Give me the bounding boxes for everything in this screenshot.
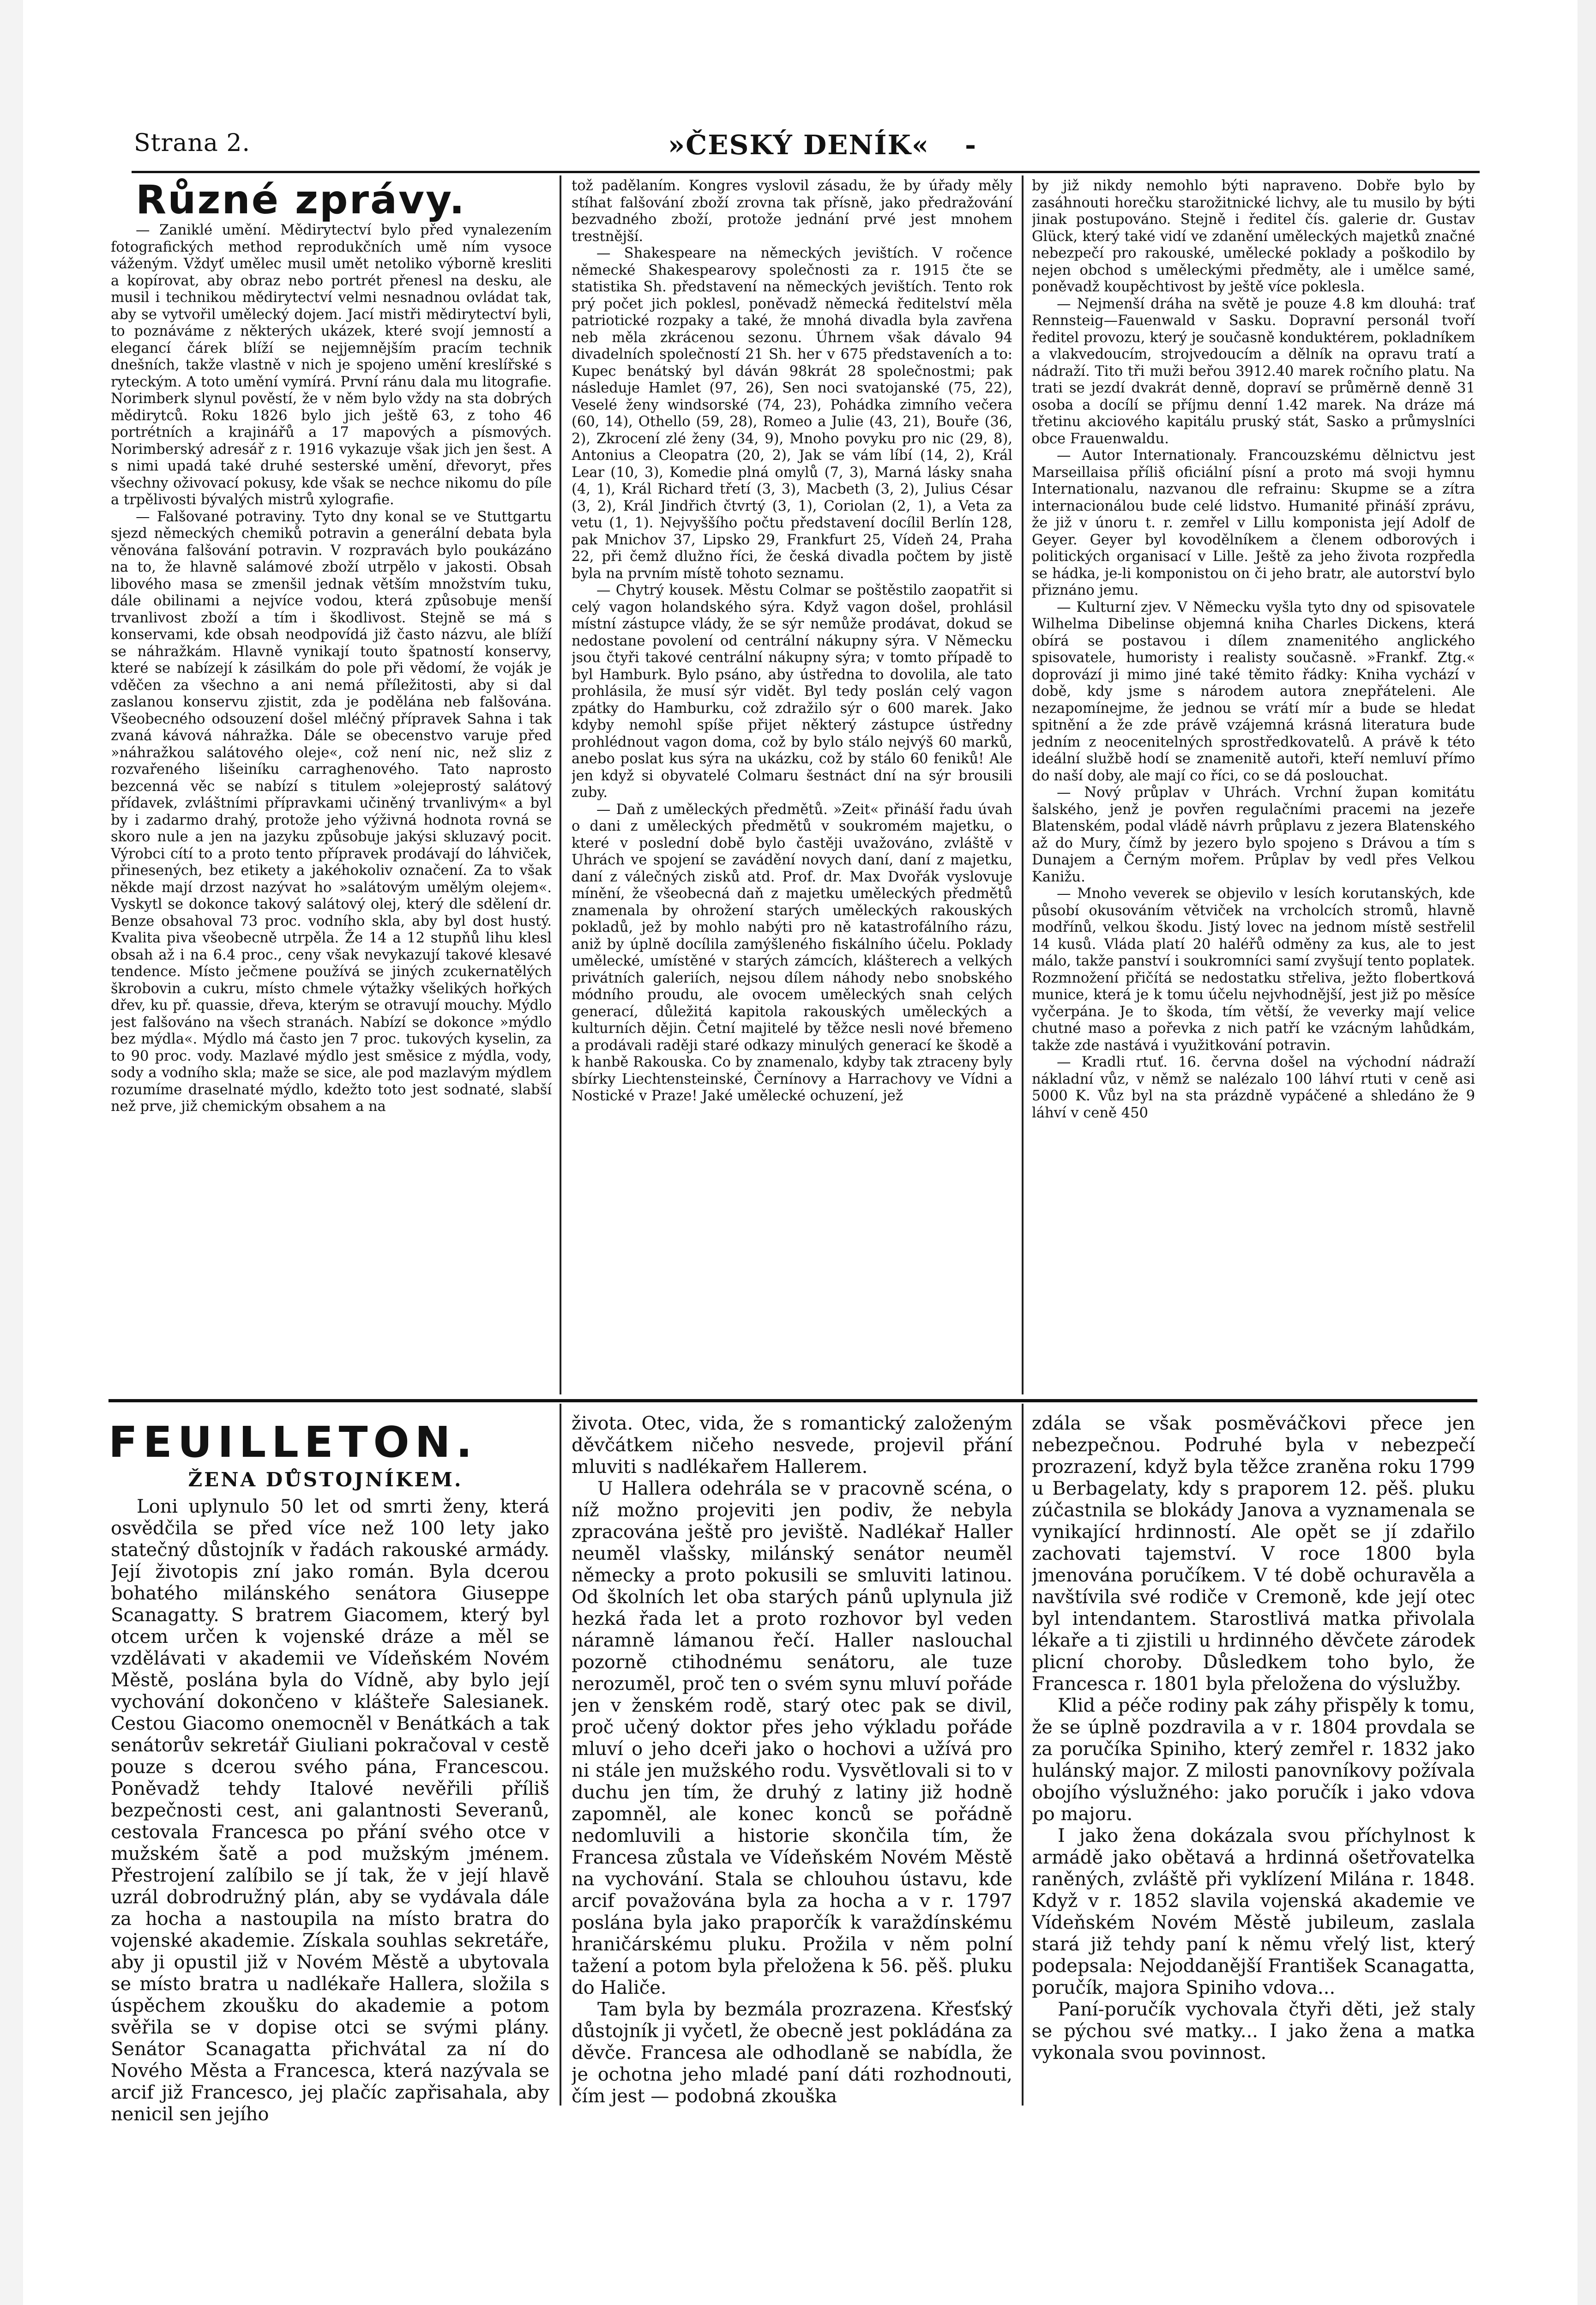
article-mnoho-veverek: — Mnoho veverek se objevilo v lesích korutanských, kde působí okusováním větviček na vrcholcích stromů, hlavně modřínů, velkou škodu. Jistý lovec na jednom místě sestřelil 14 kusů. Vláda platí 20 haléřů odměny za kus, ale to jest málo, takže panství i soukromníci samí zvyšují tento poplatek. Rozmnožení přičítá se nedostatku střeliva, ježto flobertková munice, která je k tomu účelu nejvhodnější, jest již po měsíce vyčerpána. Je to škoda, tím větší, že veverky mají velice chutné maso a pořevka z nich patří ke vzácným lahůdkám, takže zde nastává i využitkování potravin. xyxy=(1032,886,1475,1054)
article-kradli-rtut: — Kradli rtuť. 16. června došel na východní nádraží nákladní vůz, v němž se nalézalo 100 láhví rtuti v ceně asi 5000 K. Vůz byl na sta prázdně vypáčené a shledáno že 9 láhví v ceně 450 xyxy=(1032,1054,1475,1121)
header-rule xyxy=(132,171,1480,173)
article-continuation-2: by již nikdy nemohlo býti napraveno. Dobře bylo by zasáhnouti horečku starožitnické lichvy, ale tu musilo by býti jinak postupováno. Stejně i ředitel čís. galerie dr. Gustav Glück, který také vidí ve zdanění uměleckých majetků značné nebezpečí pro rakouské, umělecké poklady a poškodilo by nejen obchod s uměleckými předměty, ale i umělce samé, poněvadž koupěchtivost by ještě více poklesla. xyxy=(1032,178,1475,295)
feuilleton-paragraph: U Hallera odehrála se v pracovně scéna, o níž možno projeviti jen podiv, že nebyla zpracována ještě pro jeviště. Nadlékař Haller neuměl vlašsky, milánský senátor neuměl německy a proto pokusili se smluviti latinou. Od školních let oba starých pánů uplynula již hezká řada let a proto rozhovor byl veden náramně lámanou řečí. Haller naslouchal pozorně ctihodnému senátoru, ale tuze nerozuměl, proč ten o svém synu mluví pořáde jen v ženském rodě, starý otec pak se divil, proč učený doktor přes jeho výkladu pořáde mluví o jeho dceři jako o hochovi a užívá pro ni stále jen mužského rodu. Vysvětlovali si to v duchu jen tím, že druhý z latiny již hodně zapomněl, ale konec konců se pořádně nedomluvili a historie skončila tím, že Francesa zůstala ve Vídeňském Novém Městě na vychování. Stala se chlouhou ústavu, kde arcif považována byla za hocha a v r. 1797 poslána byla jako praporčík k varaždínskému hraničárskému pluku. Prožila v něm polní tažení a potom byla přeložena k 56. pěš. pluku do Haliče. xyxy=(572,1478,1012,1998)
feuilleton-title: FEUILLETON. xyxy=(108,1418,478,1467)
article-chytry-kousek: — Chytrý kousek. Městu Colmar se poštěstilo zaopatřit si celý vagon holandského sýra. Když vagon došel, prohlásil místní zástupce vlády, že se sýr nemůže prodávat, dokud se nedostane povolení od centrální nákupny sýra. V Německu jsou čtyři takové centrální nákupny sýra; v tomto případě to byl Hamburk. Bylo psáno, aby ústředna to dovolila, ale tato prohlásila, že musí sýr vidět. Byl tedy poslán celý vagon zpátky do Hamburku, což zdražilo sýr o 600 marek. Jako kdyby nemohl spíše přijet některý zástupce ústředny prohlédnout vagon doma, což by bylo stálo nejvýš 60 marků, anebo poslat kus sýra na ukázku, což by stálo 60 feniků! Ale jen když si obyvatelé Colmaru šestnáct dní na sýr brousili zuby. xyxy=(572,582,1012,801)
feuilleton-paragraph: Loni uplynulo 50 let od smrti ženy, která osvědčila se před více než 100 lety jako statečný důstojník v řadách rakouské armády. Její životopis zní jako román. Byla dcerou bohatého milánského senátora Giuseppe Scanagatty. S bratrem Giacomem, který byl otcem určen k vojenské dráze a měl se vzdělávati v akademii ve Vídeňském Novém Městě, poslána byla do Vídně, aby bylo její vychování dokončeno v klášteře Salesianek. Cestou Giacomo onemocněl v Benátkách a tak senátorův sekretář Giuliani pokračoval v cestě pouze s dcerou svého pána, Francescou. Poněvadž tehdy Italové nevěřili příliš bezpečnosti cest, ani galantnosti Severanů, cestovala Francesca po přání svého otce v mužském šatě a pod mužským jménem. Přestrojení zalíbilo se jí tak, že v její hlavě uzrál dobrodružný plán, aby se vydávala dále za hocha a nastoupila na místo bratra do vojenské akademie. Získala souhlas sekretáře, aby ji opustil již v Novém Městě a ubytovala se místo bratra u nadlékaře Hallera, složila s úspěchem zkoušku do akademie a potom svěřila se v dopise otci se svými plány. Senátor Scanagatta přichvátal za ní do Nového Města a Francesca, která nazývala se arcif již Francesco, jej plačíc zapřisahala, aby nenicil sen jejího xyxy=(111,1496,549,2125)
article-shakespeare: — Shakespeare na německých jevištích. V ročence německé Shakespearovy společnosti za r. 1915 čte se statistika Sh. představení na německých jevištích. Tento rok prý počet jich poklesl, poněvadž německá ředitelství měla patriotické rozpaky a také, že mnohá divadla byla zavřena neb měla zkrácenou sezonu. Úhrnem však dávalo 94 divadelních společností 21 Sh. her v 675 představeních a to: Kupec benátský byl dáván 98krát 28 společnostmi; pak následuje Hamlet (97, 26), Sen noci svatojanské (75, 22), Veselé ženy windsorské (74, 23), Pohádka zimního večera (60, 14), Othello (59, 28), Romeo a Julie (43, 21), Bouře (36, 2), Zkrocení zlé ženy (34, 9), Mnoho povyku pro nic (29, 8), Antonius a Cleopatra (20, 2), Jak se vám líbí (14, 2), Král Lear (10, 3), Komedie plná omylů (7, 3), Marná lásky snaha (4, 1), Král Richard třetí (3, 3), Macbeth (3, 2), Julius César (3, 2), Král Jindřich čtvrtý (3, 1), Coriolan (2, 1), a Veta za vetu (1, 1). Nejvyššího počtu představení docílil Berlín 128, pak Mnichov 37, Lipsko 29, Frankfurt 25, Vídeň 24, Praha 22, při čemž dlužno říci, že česká divadla počtem by jistě byla na prvním místě tohoto seznamu. xyxy=(572,245,1012,582)
news-column-1 xyxy=(111,178,552,1392)
scan-edge-right xyxy=(1578,0,1596,2305)
feuilleton-rule-1 xyxy=(560,1404,561,2106)
feuilleton-divider xyxy=(108,1399,1477,1402)
article-autor-internationaly: — Autor Internationaly. Francouzskému dělnictvu jest Marseillaisa příliš oficiální písní a proto má svoji hymnu Internationalu, nazvanou dle refrainu: Skupme se a zítra internacionálou bude celé lidstvo. Humanité přináší zprávu, že již v únoru t. r. zemřel v Lillu komponista její Adolf de Geyer. Geyer byl kovodělníkem a členem odborových i politických organisací v Lille. Ještě za jeho života rozpředla se hádka, je-li komponistou on či jeho bratr, ale autorství bylo přiznáno jemu. xyxy=(1032,447,1475,598)
column-rule-2 xyxy=(1022,175,1024,1394)
feuilleton-rule-2 xyxy=(1022,1404,1024,2106)
article-continuation: tož padělaním. Kongres vyslovil zásadu, že by úřady měly stíhat falšování zboží zrovna tak přísně, jako předražování bezvadného zboží, protože jednání prvé jest mnohem trestnější. xyxy=(572,178,1012,245)
masthead-title: »ČESKÝ DENÍK« xyxy=(668,129,930,161)
header-mark: - xyxy=(965,129,977,161)
article-kulturni-zjev: — Kulturní zjev. V Německu vyšla tyto dny od spisovatele Wilhelma Dibelinse objemná kniha Charles Dickens, která obírá se postavou i dílem znamenitého anglického spisovatele, humoristy i realisty současně. »Frankf. Ztg.« doprovází ji mimo jiné také těmito řádky: Kniha vychází v době, kdy jsme s národem autora znepřáteleni. Ale nezapomínejme, že jednou se vrátí mír a bude se hledat spitnění a že zde právě vzájemná krásná literatura bude jedním z neocenitelných sprostředkovatelů. A právě k této ideální službě hodí se znamenitě autoři, kteří nemluví přímo do naší doby, ale mají co říci, co se dá poslouchat. xyxy=(1032,599,1475,784)
feuilleton-paragraph: Paní-poručík vychovala čtyři děti, jež staly se pýchou své matky... I jako žena a matka vykonala svou povinnost. xyxy=(1032,1999,1475,2064)
article-dan-z-umeleckych-predmetu: — Daň z uměleckých předmětů. »Zeit« přináší řadu úvah o dani z uměleckých předmětů v soukromém majetku, o které v poslední době bylo častěji uvažováno, zvláště v Uhrách ve spojení se zavádění novych daní, daní z majetku, daní z válečných zisků atd. Prof. dr. Max Dvořák vyslovuje mínění, že všeobecná daň z majetku uměleckých předmětů znamenala by ohrožení starých uměleckých rakouských pokladů, jež by mohlo nabýti pro ně katastrofálního rázu, aniž by úplně docílila zamýšleného fiskálního účelu. Poklady umělecké, umístěné v starých zámcích, klášterech a velkých privátních galeriích, nejsou dílem náhody nebo snobského módního proudu, ale ovocem uměleckých snah celých generací, důležitá kapitola rakouských uměleckých a kulturních dějin. Četní majitelé by těžce nesli nové břemeno a prodávali raději staré odkazy minulých generací ke škodě a k hanbě Rakouska. Co by znamenalo, kdyby tak ztraceny byly sbírky Liechtensteinské, Černínovy a Harrachovy ve Vídni a Nostické v Praze! Jaké umělecké ochuzení, jež xyxy=(572,801,1012,1104)
article-zanikle-umeni: — Zaniklé umění. Mědirytectví bylo před vynalezením fotografických method reprodukčních umě ním vysoce váženým. Vždyť umělec musil umět netoliko výborně kresliti a kopírovat, aby obraz nebo portrét přenesl na desku, ale musil i technikou mědirytectví velmi nesnadnou ovládat tak, aby se vytvořil umělecký dojem. Jací mistři mědirytectví byli, to poznáváme z některých ukázek, které svojí jemností a elegancí čárek blíží se nejjemnějším pracím technik dnešních, takže vlastně v nich je spojeno umění kreslířské s ryteckým. A toto umění vymírá. První ránu dala mu litografie. Norimberk slynul pověstí, že v něm bylo vždy na sta dobrých mědirytců. Roku 1826 bylo jich ještě 63, z toho 46 portrétních a krajinářů a 17 mapových a písmových. Norimberský adresář z r. 1916 vykazuje však jich jen šest. A s nimi upadá také druhé sesterské umění, dřevoryt, přes všechny oživovací pokusy, kde však se nechce nikomu do píle a trpělivosti bývalých mistrů xylografie. xyxy=(111,222,552,508)
section-title: Různé zprávy. xyxy=(136,178,466,223)
page-number: Strana 2. xyxy=(134,129,251,157)
feuilleton-paragraph: Tam byla by bezmála prozrazena. Křesťský důstojník ji vyčetl, že obecně jest pokládána za děvče. Francesa ale odhodlaně se nabídla, že je ochotna jeho mladé paní dáti rozhodnouti, čím jest — podobná zkouška xyxy=(572,1999,1012,2107)
news-column-3 xyxy=(1032,178,1475,1392)
news-column-2 xyxy=(572,178,1012,1392)
feuilleton-paragraph: života. Otec, vida, že s romantický založeným děvčátkem ničeho nesvede, projevil přání mluviti s nadlékařem Hallerem. xyxy=(572,1413,1012,1478)
feuilleton-paragraph: Klid a péče rodiny pak záhy přispěly k tomu, že se úplně pozdravila a v r. 1804 provdala se za poručíka Spiniho, který zemřel r. 1832 jako hulánský major. Z milosti panovníkovy požívala obojího výslužného: jako poručík i jako vdova po majoru. xyxy=(1032,1695,1475,1825)
article-nejmensi-draha: — Nejmenší dráha na světě je pouze 4.8 km dlouhá: trať Rennsteig—Fauenwald v Sasku. Dopravní personál tvoří ředitel provozu, který je současně konduktérem, pokladníkem a vlakvedoucím, strojvedoucím a dělník na opravu tratí a nádraží. Tito tři muži beřou 3912.40 marek ročního platu. Na trati se jezdí dvakrát denně, dopraví se průměrně denně 31 osoba a docílí se příjmu denní 1.42 marek. Na dráze má třetinu akciového kapitálu pruský stát, Sasko a průmyslníci obce Frauenwaldu. xyxy=(1032,296,1475,447)
feuilleton-paragraph: I jako žena dokázala svou příchylnost k armádě jako obětavá a hrdinná ošetřovatelka raněných, zvláště při vyklízení Milána r. 1848. Když v r. 1852 slavila vojenská akademie ve Vídeňském Novém Městě jubileum, zaslala stará již tehdy paní k němu vřelý list, který podepsala: Nejoddanější František Scanagatta, poručík, majora Spiniho vdova... xyxy=(1032,1825,1475,1998)
scan-edge-left xyxy=(0,0,23,2305)
article-falsovane-potraviny: — Falšované potraviny. Tyto dny konal se ve Stuttgartu sjezd německých chemiků potravin a generální debata byla věnována falšování potravin. V rozpravách bylo poukázáno na to, že hlavně salámové zboží utrpělo v jakosti. Obsah libového masa se zmenšil jednak větším množstvím tuku, dále obilinami a nejvíce vodou, která způsobuje menší trvanlivost zboží a tím i škodlivost. Stejně se má s konservami, kde obsah neodpovídá již často názvu, ale blíží se náhražkám. Hlavně vynikají touto špatností konservy, které se nabízejí k zásilkám do pole při vědomí, že voják je vděčen za všechno a ani nemá příležitosti, aby si dal zaslanou konservu zjistit, zda je podělána neb falšována. Všeobecného odsouzení došel mléčný přípravek Sahna i tak zvaná kávová náhražka. Dále se obecenstvo varuje před »náhražkou salátového oleje«, což není nic, než sliz z rozvařeného lišeiníku carraghenového. Tato naprosto bezcenná věc se nabízí s titulem »olejeprostý salátový přídavek, zvláštními přípravkami učiněný trvanlivým« a byl by i zadarmo drahý, protože jeho výživná hodnota rovná se skoro nule a jen na jazyku způsobuje jakýsi skluzavý pocit. Výrobci cítí to a proto tento přípravek prodávají do láhviček, přinesených, bez etikety a jakéhokoliv označení. Za to však někde mají drzost nazývat ho »salátovým umělým olejem«. Vyskytl se dokonce takový salátový olej, který dle sdělení dr. Benze obsahoval 73 proc. vodního skla, aby byl dost hustý. Kvalita piva všeobecně utrpěla. Že 14 a 12 stupňů lihu klesl obsah až i na 6.4 proc., ceny však nevykazují takové klesavé tendence. Místo ječmene používá se jiných zcukernatělých škrobovin a cukru, místo chmele výtažky všelikých hořkých dřev, ku př. quassie, dřeva, kterým se otravují mouchy. Mýdlo jest falšováno na všech stranách. Nabízí se dokonce »mýdlo bez mýdla«. Mýdlo má často jen 7 proc. tukových kyselin, za to 90 proc. vody. Mazlavé mýdlo jest směsice z mýdla, vody, sody a vodního skla; maže se sice, ale pod mazlavým mýdlem rozumíme draselnaté mýdlo, kdežto toto jest sodnaté, slabší než prve, již chemickým obsahem a na xyxy=(111,508,552,1115)
feuilleton-column-3 xyxy=(1032,1413,1475,2152)
feuilleton-subtitle: ŽENA DŮSTOJNÍKEM. xyxy=(188,1468,463,1491)
feuilleton-column-2 xyxy=(572,1413,1012,2152)
column-rule-1 xyxy=(560,175,561,1394)
feuilleton-column-1 xyxy=(111,1496,549,2152)
feuilleton-paragraph: zdála se však posměváčkovi přece jen nebezpečnou. Podruhé byla v nebezpečí prozrazení, když byla těžce zraněna roku 1799 u Berbagelaty, kdy s praporem 12. pěš. pluku zúčastnila se blokády Janova a vyznamenala se vynikající hrdinností. Ale opět se jí zdařilo zachovati tajemství. V roce 1800 byla jmenována poručíkem. V té době ochuravěla a navštívila své rodiče v Cremoně, kde její otec byl intendantem. Starostlivá matka přivolala lékaře a ti zjistili u hrdinného děvčete zárodek plicní choroby. Důsledkem toho bylo, že Francesca r. 1801 byla přeložena do výslužby. xyxy=(1032,1413,1475,1695)
article-novy-pruplav: — Nový průplav v Uhrách. Vrchní župan komitátu šalského, jenž je povřen regulačními pracemi na jezeře Blatenském, podal vládě návrh průplavu z jezera Blatenského až do Mury, čímž by jezero bylo spojeno s Drávou a tím s Dunajem a Černým mořem. Průplav by vedl přes Velkou Kanižu. xyxy=(1032,784,1475,885)
